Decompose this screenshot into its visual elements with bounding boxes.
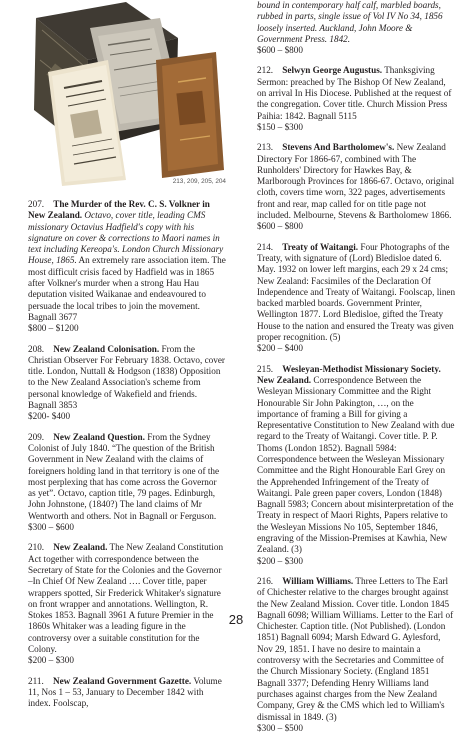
- lot-description: [257, 65, 457, 121]
- lot-number: 211.: [28, 675, 44, 686]
- lot-entry: [257, 576, 457, 734]
- lot-title: The Murder of the Rev. C. S. Volkner in New Zealand.: [28, 199, 210, 221]
- lot-title: New Zealand Colonisation.: [53, 343, 160, 354]
- lot-title: Selwyn George Augustus.: [282, 65, 383, 76]
- lot-description: [257, 0, 457, 45]
- lot-estimate: $150 – $300: [257, 121, 303, 132]
- lot-title: New Zealand Question.: [53, 431, 145, 442]
- lot-title: William Williams.: [282, 575, 354, 586]
- lot-description: [257, 364, 457, 556]
- lot-format: Octavo, cover title, leading CMS missionary Octavius Hadfield's copy with his signature on cover & corrections to Maori names in text including Kereopa's. London Church Missionary House, 1865.: [28, 210, 224, 266]
- lot-entry: [257, 242, 457, 355]
- page-number: 28: [228, 612, 244, 627]
- lot-entry: [257, 364, 457, 567]
- lot-text: New Zealand Directory For 1866-67, combined with The Runholders' Directory for Hawkes Bay, & Marlborough Provinces for 1866-67. Octavo, original cloth, covers time worn, 322 pages, advertisements front and rear, map called for on title page not included. Melbourne, Stevens & Bartholomew 1866.: [257, 142, 455, 221]
- lot-entry: [28, 542, 226, 666]
- lot-number: 215.: [257, 363, 274, 374]
- photo-caption: 213, 209, 205, 204: [172, 177, 226, 185]
- lot-description: [28, 542, 226, 655]
- lot-text: Volume 11, Nos 1 – 53, January to December 1842 with index. Foolscap,: [28, 675, 222, 709]
- lot-text: Correspondence Between the Wesleyan Missionary Committee and the Right Honourable Sir John Pakington, …, on the importance of framing a Bill for giving a Representative Constitution to New Zealand with due regard to the Treaty of Waitangi. Cover title. P. P. Thoms (London 1852). Bagnall 5984: Correspondence between the Wesleyan Missionary Committee and the Right Honourable Earl Grey on the Apprehended Infringement of the Treaty of Waitangi. Pale green paper covers, London (1848) Bagnall 5983; Concern about misinterpretation of the Treaty in respect of Maori Rights, Papers relative to the Wesleyan Missions No 105, September 1846, engraving of the Mission-Premises at Kawhia, New Zealand. (3): [257, 374, 455, 555]
- lot-format: bound in contemporary half calf, marbled boards, rubbed in parts, single issue of Vol IV No 34, 1856 loosely inserted. Auckland, John Moore & Government Press. 1842.: [257, 0, 443, 44]
- lot-entry: [28, 344, 226, 423]
- lot-estimate: $600 – $800: [257, 221, 303, 232]
- lot-number: 216.: [257, 575, 274, 586]
- lot-number: 214.: [257, 241, 274, 252]
- lot-entry: [257, 142, 457, 232]
- lot-description: [28, 432, 226, 522]
- lot-text: Four Photographs of the Treaty, with signature of (Lord) Bledisloe dated 6. May. 1932 on lower left margins, each 29 x 24 cms; New Zealand: Facsimiles of the Declaration Of Independence and Treaty of Waitangi. Foolscap, linen backed marbled boards. Government Printer, Wellington 1877. Lord Bledisloe, gifted the Treaty House to the nation and ensured the Treaty was given proper recognition. (5): [257, 241, 456, 343]
- lot-entry: [257, 65, 457, 133]
- left-column: [28, 0, 226, 718]
- lot-estimate: $600 – $800: [257, 45, 303, 56]
- lot-number: 210.: [28, 542, 45, 553]
- lot-text: From the Christian Observer For February 1838. Octavo, cover title. London, Nuttall & Hodgson (1838) Opposition to the New Zealand Association's scheme from personal knowledge of Wakefield and friends. Bagnall 3853: [28, 343, 225, 411]
- lot-number: 209.: [28, 431, 45, 442]
- lot-text: The New Zealand Constitution Act together with correspondence between the Secretary of State for the Colonies and the Governor –In Chief Of New Zealand …. Cover title, paper wrappers spotted, Sir Frederick Whitaker's signature on front wrapper and annotations. Wellington, R. Stokes 1853. Bagnall 3961 A future Premier in the 1860s Whitaker was a leading figure in the controversy over a suitable constitution for the Colony.: [28, 542, 224, 654]
- lot-title: New Zealand Government Gazette.: [52, 675, 192, 686]
- lot-estimate: $200 – $300: [257, 555, 303, 566]
- lot-estimate: $800 – $1200: [28, 323, 79, 334]
- lot-description: [257, 142, 457, 221]
- lot-title: Wesleyan-Methodist Missionary Society. New Zealand.: [257, 363, 441, 385]
- lot-estimate: $300 – $600: [28, 522, 74, 533]
- lot-estimate: $200 – $400: [257, 343, 303, 354]
- lot-list-left: [28, 199, 226, 709]
- lot-description: [257, 242, 457, 344]
- lot-description: [28, 676, 226, 710]
- lot-title: Stevens And Bartholomew's.: [282, 142, 395, 153]
- lot-text: An extremely rare association item. The most difficult crisis faced by Hadfield was in 1865 after Volkner's murder when a strong Hau Hau deputation visited Waikanae and endeavoured to persuade the local tribes to join the movement. Bagnall 3677: [28, 255, 226, 322]
- lot-text: Three Letters to The Earl of Chichester relative to the charges brought against the New Zealand Mission. Cover title. London 1845 Bagnall 6098; William Williams. Letter to the Earl of Chichester. Caption title. (Not Published). (London 1851) Bagnall 6094; Marsh Edward G. Aylesford, Nov 29, 1851. I have no desire to maintain a controversy with the Secretaries and Committee of the Church Missionary Society. (England 1851 Bagnall 3377; Defending Henry Williams land purchases against charges from the New Zealand Company, Grey & the CMS which led to William's dismissal in 1849. (3): [257, 575, 454, 722]
- lot-number: 213.: [257, 142, 274, 153]
- lot-number: 212.: [257, 65, 274, 76]
- lot-estimate: $300 – $500: [257, 722, 303, 733]
- lot-estimate: $200- $400: [28, 411, 71, 422]
- right-column: [257, 0, 457, 743]
- lot-entry: [28, 199, 226, 335]
- lot-photograph: [28, 0, 226, 187]
- lot-entry: [257, 0, 457, 56]
- lot-entry: [28, 676, 226, 710]
- lot-title: New Zealand.: [53, 542, 108, 553]
- lot-estimate: $200 – $300: [28, 655, 74, 666]
- lot-text: Thanksgiving Sermon: preached by The Bishop Of New Zealand, on arrival In His Diocese. Published at the request of the congregation. Cover title. Church Mission Press Paihia: 1842. Bagnall 5115: [257, 65, 452, 121]
- lot-description: [28, 199, 226, 323]
- lot-text: From the Sydney Colonist of July 1840. “The question of the British Government in New Zealand with the claims of foreigners holding land in that territory is one of the most perplexing that has come across the Governor as yet”. Octavo, caption title, 79 pages. Edinburgh, John Johnstone, (1840?) The land claims of Mr Wentworth and others. Not in Bagnall or Ferguson.: [28, 431, 220, 521]
- lot-number: 207.: [28, 199, 45, 209]
- lot-title: Treaty of Waitangi.: [282, 241, 359, 252]
- lot-number: 208.: [28, 343, 45, 354]
- lot-description: [257, 576, 457, 723]
- lot-description: [28, 344, 226, 412]
- lot-entry: [28, 432, 226, 534]
- books-photo-image: [28, 0, 226, 187]
